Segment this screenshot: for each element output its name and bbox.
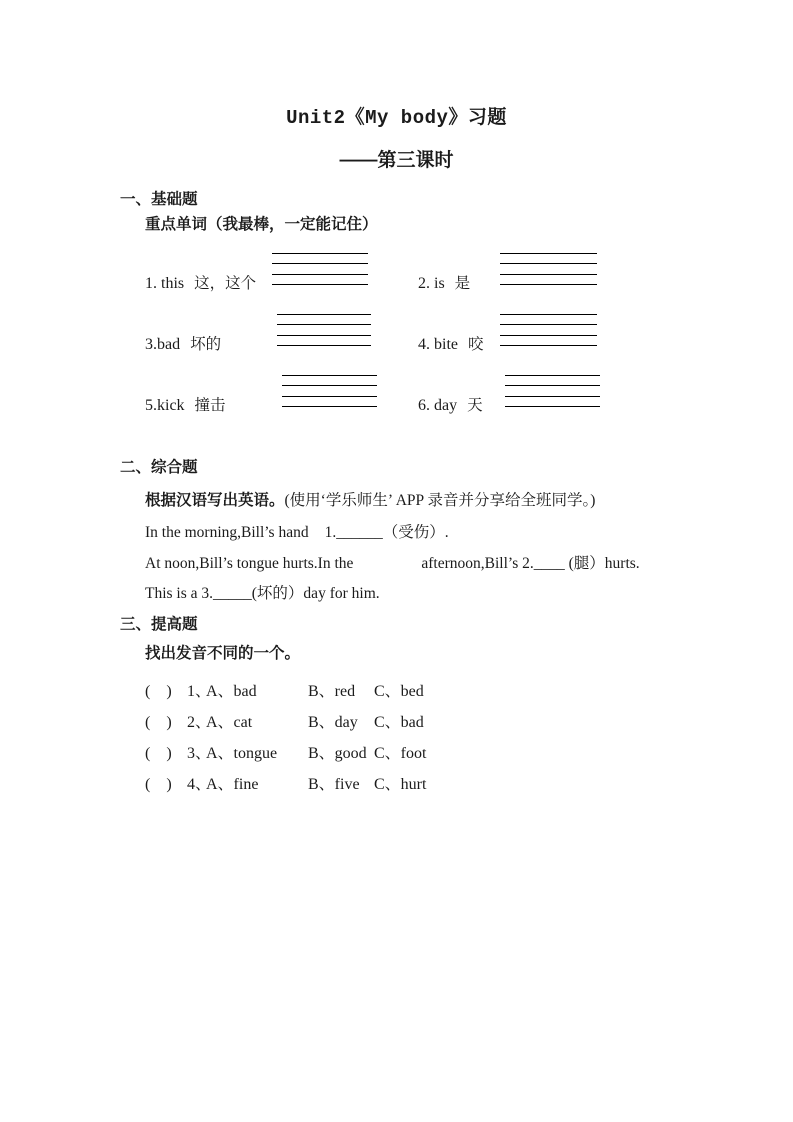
worksheet-title: Unit2《My body》习题 (286, 107, 507, 129)
word-4-zh: 咬 (468, 336, 484, 353)
sentence-1-part-a: In the morning,Bill’s hand (145, 524, 309, 541)
section2-instruction-bold: 根据汉语写出英语。 (145, 492, 285, 509)
quiz-4-option-b: B、five (308, 776, 360, 793)
quiz-1-option-b: B、red (308, 683, 356, 700)
word-5-zh: 撞击 (194, 397, 226, 414)
quiz-4-option-a: A、fine (206, 776, 259, 793)
quiz-row-3 (145, 740, 426, 763)
quiz-3-option-b: B、good (308, 745, 367, 762)
quiz-1-option-c: C、bed (374, 683, 424, 700)
section2-sentence-2 (145, 551, 640, 573)
writing-lines-2 (500, 253, 597, 295)
quiz-3-option-c: C、foot (374, 745, 427, 762)
section3-heading: 三、提高题 (120, 616, 198, 633)
section2-instruction-rest: (使用‘学乐师生’ APP 录音并分享给全班同学。) (284, 492, 596, 509)
section2-sentence-3: This is a 3._____(坏的）day for him. (145, 585, 380, 602)
section1-subheading: 重点单词（我最棒，一定能记住） (145, 216, 378, 233)
sentence-2-part-a: At noon,Bill’s tongue hurts.In the (145, 555, 354, 572)
word-item-1 (145, 271, 256, 293)
quiz-4-option-c: C、hurt (374, 776, 427, 793)
quiz-row-2 (145, 709, 424, 732)
quiz-1-option-a: A、bad (206, 683, 257, 700)
word-1-en: 1. this (145, 275, 185, 292)
section2-instruction (145, 488, 595, 510)
word-6-zh: 天 (467, 397, 483, 414)
quiz-3-number: 3、 (187, 745, 212, 762)
sentence-2-part-b: afternoon,Bill’s 2.____ (腿）hurts. (421, 555, 640, 572)
worksheet-subtitle: ——第三课时 (339, 150, 454, 171)
quiz-2-number: 2、 (187, 714, 212, 731)
word-5-en: 5.kick (145, 397, 185, 414)
answer-blank: ( ) (145, 683, 172, 700)
quiz-4-number: 4、 (187, 776, 212, 793)
word-6-en: 6. day (418, 397, 458, 414)
word-item-3 (145, 332, 221, 354)
section3-subheading: 找出发音不同的一个。 (145, 645, 301, 662)
quiz-3-option-a: A、tongue (206, 745, 278, 762)
word-1-zh: 这，这个 (194, 275, 257, 292)
writing-lines-4 (500, 314, 597, 356)
word-2-zh: 是 (454, 275, 471, 292)
writing-lines-3 (277, 314, 371, 356)
quiz-2-option-c: C、bad (374, 714, 424, 731)
writing-lines-5 (282, 375, 377, 417)
quiz-1-number: 1、 (187, 683, 212, 700)
word-item-4 (418, 332, 484, 354)
answer-blank: ( ) (145, 745, 172, 762)
section2-heading: 二、综合题 (120, 459, 198, 476)
word-item-5 (145, 393, 226, 415)
section2-sentence-1 (145, 520, 449, 542)
writing-lines-6 (505, 375, 600, 417)
word-3-zh: 坏的 (190, 336, 222, 353)
answer-blank: ( ) (145, 776, 172, 793)
sentence-1-part-b: 1.______（受伤）. (324, 524, 449, 541)
word-2-en: 2. is (418, 275, 445, 292)
quiz-row-4 (145, 771, 426, 794)
word-4-en: 4. bite (418, 336, 458, 353)
quiz-row-1 (145, 678, 424, 701)
answer-blank: ( ) (145, 714, 172, 731)
writing-lines-1 (272, 253, 368, 295)
quiz-2-option-b: B、day (308, 714, 358, 731)
word-item-2 (418, 271, 470, 293)
section1-heading: 一、基础题 (120, 191, 198, 208)
quiz-2-option-a: A、cat (206, 714, 253, 731)
word-item-6 (418, 393, 483, 415)
word-3-en: 3.bad (145, 336, 181, 353)
